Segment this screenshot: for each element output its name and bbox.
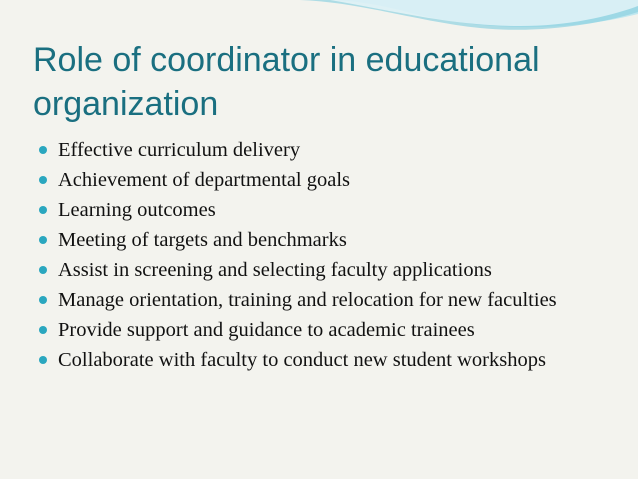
bullet-icon (39, 326, 47, 334)
bullet-icon (39, 176, 47, 184)
bullet-text: Assist in screening and selecting faculty applications (58, 259, 492, 281)
bullet-text: Learning outcomes (58, 199, 216, 221)
list-item (38, 289, 628, 311)
bullet-icon (39, 236, 47, 244)
bullet-text: Effective curriculum delivery (58, 139, 301, 161)
bullet-icon (39, 206, 47, 214)
bullet-text: Manage orientation, training and relocation for new faculties (58, 289, 557, 311)
bullet-text: Achievement of departmental goals (58, 169, 351, 191)
list-item (38, 349, 628, 371)
list-item (38, 139, 628, 161)
bullet-icon (39, 296, 47, 304)
list-item (38, 259, 628, 281)
list-item (38, 199, 628, 221)
bullet-icon (39, 146, 47, 154)
bullet-icon (39, 356, 47, 364)
list-item (38, 229, 628, 251)
list-item (38, 169, 628, 191)
slide-title: Role of coordinator in educational organization (33, 41, 540, 123)
bullet-text: Collaborate with faculty to conduct new student workshops (58, 349, 546, 371)
bullet-list (38, 139, 628, 379)
list-item (38, 319, 628, 341)
bullet-text: Provide support and guidance to academic trainees (58, 319, 475, 341)
bullet-icon (39, 266, 47, 274)
bullet-text: Meeting of targets and benchmarks (58, 229, 347, 251)
